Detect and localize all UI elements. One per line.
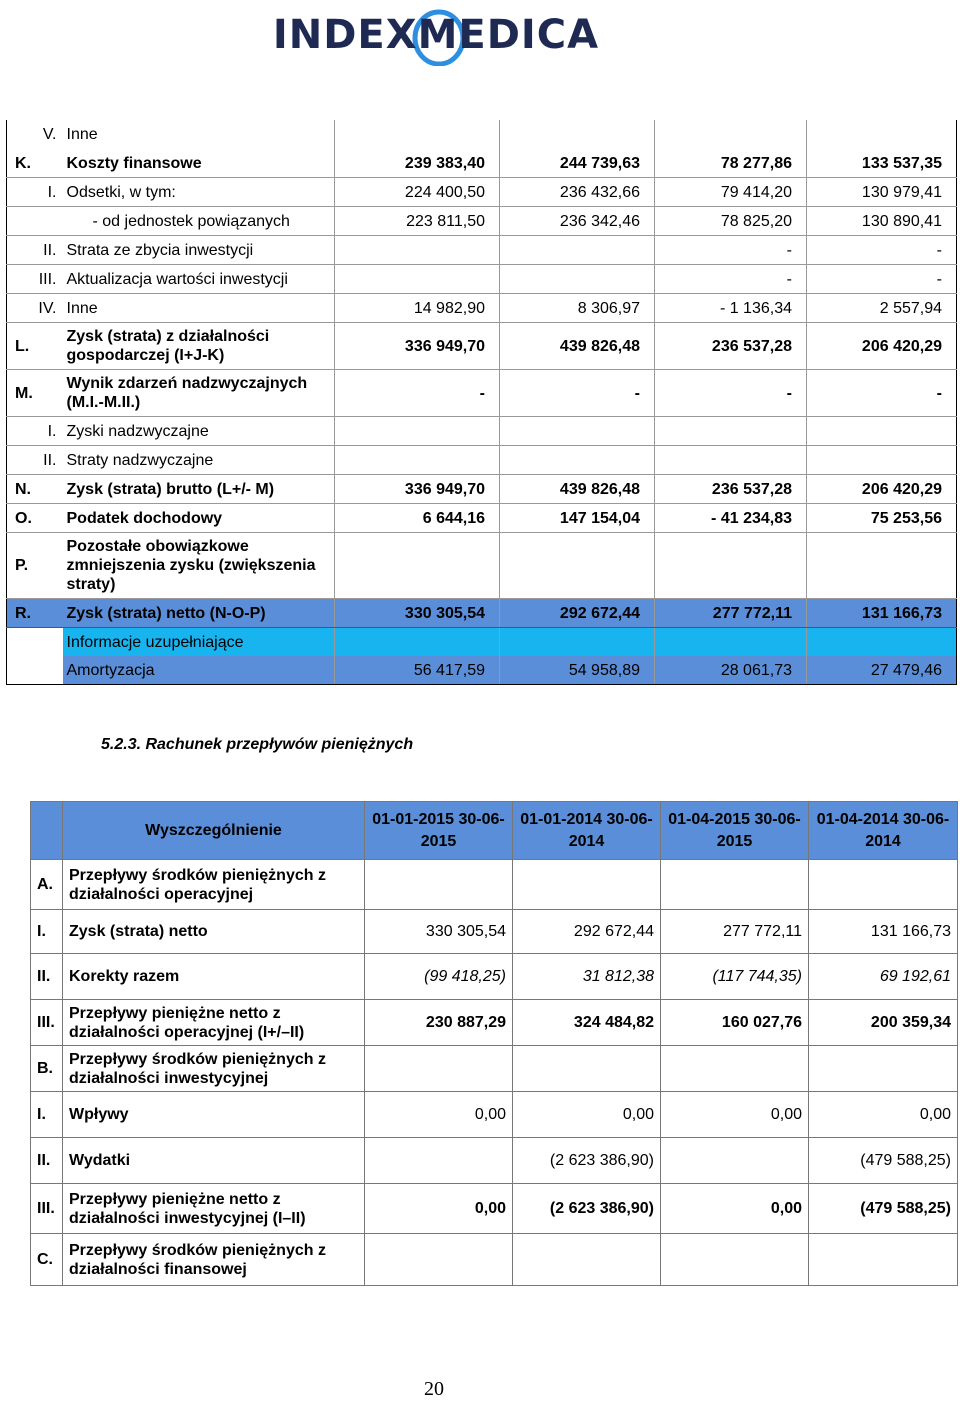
value-cell: 160 027,76	[661, 1000, 809, 1046]
value-cell	[500, 446, 655, 475]
value-cell: 0,00	[661, 1184, 809, 1234]
value-cell: 0,00	[513, 1092, 661, 1138]
row-label: Przepływy środków pieniężnych z działalności inwestycyjnej	[63, 1046, 365, 1092]
table-row	[7, 323, 957, 370]
row-code: R.	[7, 599, 63, 628]
value-cell	[335, 628, 500, 657]
value-cell	[807, 120, 957, 149]
value-cell: 147 154,04	[500, 504, 655, 533]
row-code	[7, 207, 63, 236]
value-cell: (479 588,25)	[809, 1138, 958, 1184]
value-cell: 236 432,66	[500, 178, 655, 207]
value-cell: 78 825,20	[655, 207, 807, 236]
value-cell: 54 958,89	[500, 656, 655, 685]
value-cell: 14 982,90	[335, 294, 500, 323]
section-heading: 5.2.3. Rachunek przepływów pieniężnych	[101, 736, 414, 753]
value-cell: -	[807, 370, 957, 417]
value-cell	[809, 1234, 958, 1286]
value-cell: 28 061,73	[655, 656, 807, 685]
income-statement-table	[6, 120, 957, 685]
value-cell: 133 537,35	[807, 149, 957, 178]
value-cell: 130 979,41	[807, 178, 957, 207]
table-row	[31, 1092, 958, 1138]
value-cell: 56 417,59	[335, 656, 500, 685]
value-cell: 292 672,44	[513, 910, 661, 954]
value-cell: (99 418,25)	[365, 954, 513, 1000]
value-cell: (2 623 386,90)	[513, 1184, 661, 1234]
value-cell: -	[655, 265, 807, 294]
value-cell: (479 588,25)	[809, 1184, 958, 1234]
table-row	[7, 533, 957, 599]
row-code	[7, 656, 63, 685]
value-cell	[365, 860, 513, 910]
row-code: III.	[7, 265, 63, 294]
value-cell	[500, 417, 655, 446]
value-cell: 439 826,48	[500, 475, 655, 504]
value-cell: 224 400,50	[335, 178, 500, 207]
value-cell	[655, 533, 807, 599]
row-code: I.	[7, 417, 63, 446]
row-code: K.	[7, 149, 63, 178]
page-number: 20	[424, 1378, 444, 1400]
row-label: Pozostałe obowiązkowe zmniejszenia zysku (zwiększenia straty)	[63, 533, 335, 599]
value-cell	[500, 236, 655, 265]
value-cell: 206 420,29	[807, 323, 957, 370]
table-row	[7, 294, 957, 323]
value-cell: 330 305,54	[365, 910, 513, 954]
value-cell	[807, 628, 957, 657]
value-cell	[513, 1234, 661, 1286]
company-logo	[226, 6, 646, 66]
row-label: Zysk (strata) brutto (L+/- M)	[63, 475, 335, 504]
value-cell	[513, 1046, 661, 1092]
row-label: Zysk (strata) z działalności gospodarczej (I+J-K)	[63, 323, 335, 370]
row-label: Zysk (strata) netto (N-O-P)	[63, 599, 335, 628]
table-row	[7, 207, 957, 236]
value-cell	[809, 860, 958, 910]
row-label: Straty nadzwyczajne	[63, 446, 335, 475]
row-label: Przepływy pieniężne netto z działalności operacyjnej (I+/–II)	[63, 1000, 365, 1046]
value-cell: 8 306,97	[500, 294, 655, 323]
value-cell	[807, 446, 957, 475]
row-label: Podatek dochodowy	[63, 504, 335, 533]
row-code: V.	[7, 120, 63, 149]
table-row	[31, 1000, 958, 1046]
row-code: I.	[7, 178, 63, 207]
row-code: P.	[7, 533, 63, 599]
value-cell: 244 739,63	[500, 149, 655, 178]
value-cell	[807, 417, 957, 446]
table-row	[7, 504, 957, 533]
row-code: III.	[31, 1184, 63, 1234]
row-code: III.	[31, 1000, 63, 1046]
header-cell: 01-04-2014 30-06-2014	[809, 802, 958, 860]
value-cell: 439 826,48	[500, 323, 655, 370]
value-cell	[513, 860, 661, 910]
table-row	[31, 954, 958, 1000]
value-cell: (117 744,35)	[661, 954, 809, 1000]
row-label: Inne	[66, 126, 98, 143]
value-cell: 292 672,44	[500, 599, 655, 628]
value-cell: 236 537,28	[655, 323, 807, 370]
value-cell: (2 623 386,90)	[513, 1138, 661, 1184]
cash-flow-table	[30, 801, 958, 1286]
value-cell	[809, 1046, 958, 1092]
value-cell: 236 537,28	[655, 475, 807, 504]
value-cell: -	[655, 370, 807, 417]
value-cell: 200 359,34	[809, 1000, 958, 1046]
value-cell: 2 557,94	[807, 294, 957, 323]
value-cell: - 41 234,83	[655, 504, 807, 533]
value-cell: 69 192,61	[809, 954, 958, 1000]
row-code: I.	[31, 910, 63, 954]
header-cell: 01-04-2015 30-06-2015	[661, 802, 809, 860]
table-row	[7, 120, 957, 149]
row-label: Wynik zdarzeń nadzwyczajnych (M.I.-M.II.)	[63, 370, 335, 417]
header-cell: 01-01-2015 30-06-2015	[365, 802, 513, 860]
row-label: Informacje uzupełniające	[63, 628, 335, 657]
table-row	[7, 475, 957, 504]
table-row	[7, 599, 957, 628]
row-code: L.	[7, 323, 63, 370]
value-cell: -	[807, 236, 957, 265]
value-cell: -	[655, 236, 807, 265]
row-label: Przepływy środków pieniężnych z działalności operacyjnej	[63, 860, 365, 910]
value-cell: 31 812,38	[513, 954, 661, 1000]
table-row	[31, 1234, 958, 1286]
row-label: Inne	[63, 294, 335, 323]
row-label: Wydatki	[63, 1138, 365, 1184]
value-cell	[500, 533, 655, 599]
value-cell	[807, 533, 957, 599]
value-cell	[500, 120, 655, 149]
value-cell	[655, 628, 807, 657]
header-cell: 01-01-2014 30-06-2014	[513, 802, 661, 860]
value-cell: 277 772,11	[655, 599, 807, 628]
value-cell	[655, 446, 807, 475]
row-label: Koszty finansowe	[63, 149, 335, 178]
row-label: Przepływy pieniężne netto z działalności inwestycyjnej (I–II)	[63, 1184, 365, 1234]
table-row	[31, 1046, 958, 1092]
value-cell: 6 644,16	[335, 504, 500, 533]
value-cell	[335, 236, 500, 265]
value-cell: 0,00	[809, 1092, 958, 1138]
value-cell: 131 166,73	[807, 599, 957, 628]
row-label: Amortyzacja	[63, 656, 335, 685]
row-code: N.	[7, 475, 63, 504]
logo-text: INDEXMEDICA	[272, 12, 600, 58]
table-row	[7, 265, 957, 294]
value-cell	[365, 1234, 513, 1286]
header-code-cell	[31, 802, 63, 860]
value-cell	[335, 417, 500, 446]
value-cell: 78 277,86	[655, 149, 807, 178]
value-cell: 336 949,70	[335, 475, 500, 504]
value-cell: 0,00	[365, 1184, 513, 1234]
value-cell: 75 253,56	[807, 504, 957, 533]
value-cell: 239 383,40	[335, 149, 500, 178]
value-cell	[335, 533, 500, 599]
table-row	[7, 417, 957, 446]
row-label: Korekty razem	[63, 954, 365, 1000]
table-row	[31, 1138, 958, 1184]
row-code	[7, 628, 63, 657]
value-cell	[655, 417, 807, 446]
table-row	[31, 1184, 958, 1234]
value-cell	[661, 1234, 809, 1286]
value-cell: -	[500, 370, 655, 417]
value-cell: 130 890,41	[807, 207, 957, 236]
row-code: II.	[31, 1138, 63, 1184]
value-cell	[365, 1138, 513, 1184]
value-cell	[661, 860, 809, 910]
value-cell: 223 811,50	[335, 207, 500, 236]
row-label: - od jednostek powiązanych	[63, 207, 335, 236]
table-row	[7, 149, 957, 178]
value-cell: 324 484,82	[513, 1000, 661, 1046]
value-cell: 79 414,20	[655, 178, 807, 207]
table-header-row	[31, 802, 958, 860]
table-row	[31, 910, 958, 954]
row-label: Odsetki, w tym:	[63, 178, 335, 207]
row-label: Strata ze zbycia inwestycji	[63, 236, 335, 265]
value-cell: 0,00	[365, 1092, 513, 1138]
value-cell: 277 772,11	[661, 910, 809, 954]
table-row	[7, 178, 957, 207]
row-code: II.	[7, 236, 63, 265]
value-cell	[335, 265, 500, 294]
value-cell: 330 305,54	[335, 599, 500, 628]
row-code: IV.	[7, 294, 63, 323]
row-code: B.	[31, 1046, 63, 1092]
value-cell: -	[807, 265, 957, 294]
row-label: Zyski nadzwyczajne	[63, 417, 335, 446]
table-row	[7, 628, 957, 657]
value-cell: 0,00	[661, 1092, 809, 1138]
row-label: Przepływy środków pieniężnych z działalności finansowej	[63, 1234, 365, 1286]
row-code: O.	[7, 504, 63, 533]
value-cell: 230 887,29	[365, 1000, 513, 1046]
row-label: Aktualizacja wartości inwestycji	[63, 265, 335, 294]
value-cell	[500, 628, 655, 657]
value-cell: - 1 136,34	[655, 294, 807, 323]
value-cell: 27 479,46	[807, 656, 957, 685]
header-cell: Wyszczególnienie	[63, 802, 365, 860]
table-row	[31, 860, 958, 910]
row-label: Zysk (strata) netto	[63, 910, 365, 954]
row-code: II.	[7, 446, 63, 475]
value-cell: 236 342,46	[500, 207, 655, 236]
value-cell: 336 949,70	[335, 323, 500, 370]
value-cell: 131 166,73	[809, 910, 958, 954]
table-row	[7, 370, 957, 417]
table-row	[7, 656, 957, 685]
row-code: C.	[31, 1234, 63, 1286]
value-cell	[335, 120, 500, 149]
value-cell	[500, 265, 655, 294]
row-code: M.	[7, 370, 63, 417]
table-row	[7, 446, 957, 475]
value-cell	[661, 1138, 809, 1184]
value-cell	[335, 446, 500, 475]
value-cell: -	[335, 370, 500, 417]
row-code: II.	[31, 954, 63, 1000]
row-label: Wpływy	[63, 1092, 365, 1138]
row-code: A.	[31, 860, 63, 910]
value-cell	[661, 1046, 809, 1092]
value-cell: 206 420,29	[807, 475, 957, 504]
value-cell	[655, 120, 807, 149]
row-code: I.	[31, 1092, 63, 1138]
table-row	[7, 236, 957, 265]
value-cell	[365, 1046, 513, 1092]
